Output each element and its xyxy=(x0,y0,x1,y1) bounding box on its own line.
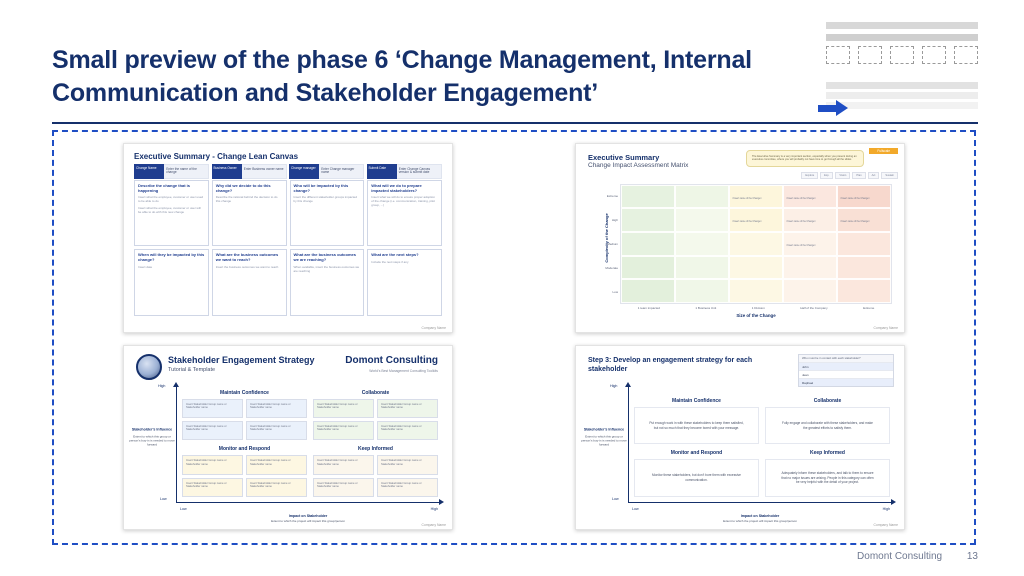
stakeholder-slot: Insert Stakeholder Group name or Stakeholder name xyxy=(377,455,438,474)
quadrant-maintain-confidence xyxy=(182,390,307,441)
x-tick: Half of the Company xyxy=(800,305,828,310)
chip-value: Enter the name of the change xyxy=(164,164,209,179)
stakeholder-slot: Insert Stakeholder Group name or Stakeholder name xyxy=(246,455,307,474)
thumb2-footer: Company Name xyxy=(873,325,898,330)
canvas-cell xyxy=(367,180,442,247)
thumb3-y-low-label: Low xyxy=(160,496,167,501)
thumb2-x-axis-label: Size of the Change xyxy=(736,312,776,318)
matrix-note: <Insert name of the Change> xyxy=(786,244,816,247)
thumb3-y-axis xyxy=(176,386,177,503)
quadrant-title: Collaborate xyxy=(361,389,390,396)
page-title: Small preview of the phase 6 ‘Change Management, Internal Communication and Stakeholder Engagement’ xyxy=(52,46,752,107)
x-caption-desc: Extent to which the project will impact this group/person xyxy=(723,518,797,523)
cell-heading: Describe the change that is happening xyxy=(138,182,191,193)
cell-heading: What are the business outcomes we are reaching? xyxy=(293,252,356,263)
canvas-cell xyxy=(212,249,287,316)
thumb4-x-caption xyxy=(628,514,892,523)
canvas-cell xyxy=(212,180,287,247)
cell-note: Insert what the employee, customer or user will be able to do with this new change xyxy=(138,206,201,215)
stakeholder-slot: Insert Stakeholder Group name or Stakeholder name xyxy=(313,421,374,440)
y-tick: Medium xyxy=(607,241,618,246)
thumb4-x-axis xyxy=(628,502,892,503)
quadrant-keep-informed xyxy=(313,446,438,497)
x-tick: 1 Business Unit xyxy=(695,305,717,310)
thumb1-title: Executive Summary - Change Lean Canvas xyxy=(134,151,299,161)
canvas-cell xyxy=(367,249,442,316)
slide-thumbnail-grid xyxy=(54,132,974,543)
header-divider xyxy=(52,122,978,124)
matrix-note: <Insert name of the Change> xyxy=(732,197,762,200)
quadrant-title: Maintain Confidence xyxy=(220,389,269,396)
stakeholder-slot: Insert Stakeholder Group name or Stakeholder name xyxy=(377,399,438,418)
cell-note: When available, insert the business outcomes we are reaching xyxy=(293,264,360,273)
phase-tab[interactable]: Explore xyxy=(801,172,818,179)
y-caption-title: Stakeholder’s Influence xyxy=(131,427,173,432)
thumb4-y-axis xyxy=(628,386,629,503)
cell-note: Describe the rational behind the decision to do this change xyxy=(215,195,278,204)
thumb2-y-ticks xyxy=(592,184,618,304)
matrix-note: <Insert name of the Change> xyxy=(786,221,816,224)
chip-key: Change manager xyxy=(289,164,319,179)
thumb4-contact-table xyxy=(798,354,894,388)
preview-frame xyxy=(52,130,976,545)
x-caption-desc: Extent to which the project will impact this group/person xyxy=(271,518,345,523)
chip-value: Enter Change manager name xyxy=(319,164,364,179)
chip-key: Business Owner xyxy=(212,164,242,179)
y-caption-desc: Extent to which this group or person’s buy-in is needed to move forward xyxy=(581,434,627,447)
thumb2-heading xyxy=(588,153,688,169)
decorative-graphic xyxy=(826,22,978,114)
thumb2-phase-tabs[interactable] xyxy=(801,172,898,179)
thumb3-quadrants xyxy=(182,390,438,497)
cell-note: Insert date xyxy=(138,264,153,269)
x-tick: Extreme xyxy=(863,305,875,310)
canvas-cell xyxy=(134,180,209,247)
thumb3-x-axis xyxy=(176,502,440,503)
cell-note: Include the next steps if any xyxy=(371,260,409,265)
thumb2-title: Executive Summary xyxy=(588,152,660,162)
chip-key: Change Name xyxy=(134,164,164,179)
thumb3-x-caption xyxy=(176,514,440,523)
cell-heading: What are the business outcomes we want to reach? xyxy=(215,252,279,263)
thumb3-x-high-label: High xyxy=(430,506,438,511)
thumb4-x-low-label: Low xyxy=(632,506,639,511)
matrix-note: <Insert name of the Change> xyxy=(840,197,870,200)
y-caption-title: Stakeholder’s Influence xyxy=(583,427,625,432)
canvas-cell xyxy=(134,249,209,316)
stakeholder-slot: Insert Stakeholder Group name or Stakeholder name xyxy=(182,399,243,418)
stakeholder-slot: Insert Stakeholder Group name or Stakeholder name xyxy=(377,478,438,497)
chip-value: Enter Business owner name xyxy=(242,164,287,179)
cell-note: Insert what we will do to ensure proper adoption of the change (i.e. communication, training, pilot group, ...) xyxy=(371,195,435,208)
phase-tab[interactable]: Exp. xyxy=(820,172,833,179)
y-tick: High xyxy=(611,217,618,222)
quadrant-description: Adequately inform these stakeholders, and talk to them to ensure that no major issues are arising. People in this category can often be very helpful with the detail of your project. xyxy=(765,459,890,497)
thumb1-chip xyxy=(289,164,365,179)
thumb2-callout-note: The Executive Summary is a very important section, especially when you present during an executive committee, where you will probably not have time to go through all the slides xyxy=(746,150,864,167)
contact-table-header: Who must be in contact with each stakeholder? xyxy=(799,355,893,363)
cell-heading: What are the next steps? xyxy=(371,252,419,258)
thumb2-y-axis-label: Complexity of the Change xyxy=(604,213,610,263)
quadrant-description: Fully engage and collaborate with these stakeholders, and make the greatest efforts to satisfy them. xyxy=(765,407,890,445)
thumb2-heatmap xyxy=(620,184,892,304)
canvas-cell xyxy=(290,180,365,247)
thumbnail-engagement-strategy-step3[interactable] xyxy=(575,345,905,530)
quadrant-description: Monitor these stakeholders, but don’t bore them with excessive communication. xyxy=(634,459,759,497)
thumb2-tag: Fullscale xyxy=(869,148,898,154)
thumb1-chip-row xyxy=(134,164,442,179)
thumb4-y-low-label: Low xyxy=(612,496,619,501)
matrix-note: <Insert name of the Change> xyxy=(732,221,762,224)
thumbnail-stakeholder-engagement-strategy[interactable] xyxy=(123,345,453,530)
thumb4-y-high-label: High xyxy=(610,383,618,388)
thumbnail-change-lean-canvas[interactable] xyxy=(123,143,453,333)
y-tick: Extreme xyxy=(606,193,618,198)
cell-heading: When will they be impacted by this change? xyxy=(138,252,205,263)
quadrant-collaborate xyxy=(765,398,890,445)
arrow-right-icon xyxy=(818,100,848,116)
quadrant-title: Collaborate xyxy=(813,397,842,404)
cell-note: Insert the different stakeholder groups impacted by this change xyxy=(293,195,357,204)
thumb3-subtitle: Tutorial & Template xyxy=(168,366,216,373)
y-tick: Moderate xyxy=(605,265,618,270)
thumb4-y-caption xyxy=(580,428,628,447)
quadrant-title: Maintain Confidence xyxy=(672,397,721,404)
thumb3-title: Stakeholder Engagement Strategy xyxy=(168,354,315,365)
stakeholder-slot: Insert Stakeholder Group name or Stakeholder name xyxy=(313,399,374,418)
quadrant-title: Keep Informed xyxy=(809,450,845,457)
thumb1-chip xyxy=(212,164,288,179)
x-tick: 1 team impacted xyxy=(637,305,660,310)
phase-tab[interactable]: Plan xyxy=(852,172,865,179)
x-tick: 1 Division xyxy=(751,305,765,310)
matrix-note: <Insert name of the Change> xyxy=(786,197,816,200)
contact-row: Raphael xyxy=(799,378,893,386)
phase-tab[interactable]: Act xyxy=(868,172,880,179)
quadrant-title: Monitor and Respond xyxy=(218,446,271,453)
cell-heading: What will we do to prepare impacted stakeholders? xyxy=(371,182,422,193)
quadrant-monitor-and-respond xyxy=(182,446,307,497)
thumb4-quadrants xyxy=(634,398,890,497)
stakeholder-slot: Insert Stakeholder Group name or Stakeholder name xyxy=(182,455,243,474)
contact-row: John xyxy=(799,362,893,370)
canvas-cell xyxy=(290,249,365,316)
slide-footer xyxy=(857,551,978,562)
cell-heading: Why did we decide to do this change? xyxy=(215,182,271,193)
thumb3-footer: Company Name xyxy=(421,522,446,527)
thumb1-canvas-cells xyxy=(134,180,442,316)
quadrant-maintain-confidence xyxy=(634,398,759,445)
thumb3-y-high-label: High xyxy=(158,383,166,388)
stakeholder-slot: Insert Stakeholder Group name or Stakeholder name xyxy=(182,421,243,440)
cell-heading: Who will be impacted by this change? xyxy=(293,182,349,193)
x-caption-title: Impact on Stakeholder xyxy=(288,513,328,518)
thumb1-chip xyxy=(134,164,210,179)
y-tick: Low xyxy=(612,289,618,294)
thumb4-footer: Company Name xyxy=(873,522,898,527)
stakeholder-slot: Insert Stakeholder Group name or Stakeholder name xyxy=(313,455,374,474)
company-logo-icon xyxy=(136,354,162,380)
thumb4-x-high-label: High xyxy=(882,506,890,511)
chip-key: Submit Date xyxy=(367,164,397,179)
quadrant-keep-informed xyxy=(765,450,890,497)
matrix-note: <Insert name of the Change> xyxy=(840,221,870,224)
thumb1-footer: Company Name xyxy=(421,325,446,330)
footer-brand: Domont Consulting xyxy=(857,551,943,562)
cell-note: Insert what the employee, customer or user used to be able to do xyxy=(138,195,204,204)
thumb3-y-caption xyxy=(128,428,176,447)
stakeholder-slot: Insert Stakeholder Group name or Stakeholder name xyxy=(246,478,307,497)
thumb3-brand-tagline: World’s Best Management Consulting Toolkits xyxy=(369,368,438,373)
phase-tab[interactable]: Sustain xyxy=(881,172,898,179)
quadrant-monitor-and-respond xyxy=(634,450,759,497)
contact-row: Jean xyxy=(799,370,893,378)
stakeholder-slot: Insert Stakeholder Group name or Stakeholder name xyxy=(182,478,243,497)
thumb4-title: Step 3: Develop an engagement strategy for each stakeholder xyxy=(588,356,753,373)
quadrant-description: Put enough work in with these stakeholders to keep them satisfied, but not so much that they become bored with your message. xyxy=(634,407,759,445)
quadrant-collaborate xyxy=(313,390,438,441)
thumb3-brand: Domont Consulting xyxy=(345,354,438,366)
stakeholder-slot: Insert Stakeholder Group name or Stakeholder name xyxy=(313,478,374,497)
cell-note: Insert the business outcomes we want to reach xyxy=(215,264,279,269)
chip-value: Enter Change Canvas version & submit date xyxy=(397,164,442,179)
phase-tab[interactable]: Vision xyxy=(835,172,850,179)
thumb2-subtitle: Change Impact Assessment Matrix xyxy=(588,161,689,169)
thumb3-x-low-label: Low xyxy=(180,506,187,511)
thumb2-x-ticks xyxy=(620,306,892,310)
quadrant-title: Keep Informed xyxy=(357,446,393,453)
x-caption-title: Impact on Stakeholder xyxy=(740,513,780,518)
thumbnail-change-impact-matrix[interactable] xyxy=(575,143,905,333)
thumb1-chip xyxy=(367,164,443,179)
page-number: 13 xyxy=(966,551,978,562)
quadrant-title: Monitor and Respond xyxy=(670,450,723,457)
stakeholder-slot: Insert Stakeholder Group name or Stakeholder name xyxy=(377,421,438,440)
stakeholder-slot: Insert Stakeholder Group name or Stakeholder name xyxy=(246,421,307,440)
y-caption-desc: Extent to which this group or person’s buy-in is needed to move forward xyxy=(129,434,175,447)
stakeholder-slot: Insert Stakeholder Group name or Stakeholder name xyxy=(246,399,307,418)
